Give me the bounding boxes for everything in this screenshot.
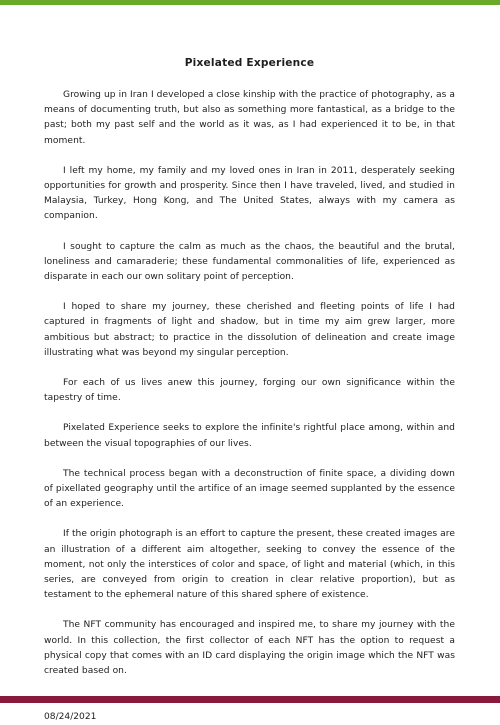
paragraph: I left my home, my family and my loved ones in Iran in 2011, desperately seeking opportunities for growth and prosperity. Since then I have traveled, lived, and studied in Malaysia, Turkey, Hong Kong, and The United States, always with my camera as companion. xyxy=(44,165,455,222)
paragraph: Pixelated Experience seeks to explore the infinite's rightful place among, within and between the visual topographies of our lives. xyxy=(44,423,455,449)
document-title: Pixelated Experience xyxy=(184,57,315,69)
paragraph: The NFT community has encouraged and inspired me, to share my journey with the world. In this collection, the first collector of each NFT has the option to request a physical copy that comes with an ID card displaying the origin image which the NFT was created based on. xyxy=(44,620,455,677)
signature-date: 08/24/2021 xyxy=(44,711,97,722)
paragraph: The technical process began with a deconstruction of finite space, a dividing down of pixellated geography until the artifice of an image seemed supplanted by the essence of an experience. xyxy=(44,468,455,510)
document-page xyxy=(44,53,455,725)
paragraph: For each of us lives anew this journey, forging our own significance within the tapestry of time. xyxy=(44,378,455,404)
paragraph: Growing up in Iran I developed a close kinship with the practice of photography, as a means of documenting truth, but also as something more fantastical, as a bridge to the past; both my past self and the world as it was, as I had experienced it to be, in that moment. xyxy=(44,90,455,146)
top-accent-bar xyxy=(0,0,500,5)
bottom-accent-bar xyxy=(0,696,500,703)
paragraph: If the origin photograph is an effort to capture the present, these created images are an illustration of a different aim altogether, seeking to convey the essence of the moment, not only the interstices of color and space, of light and material (which, in this series, are conveyed from origin to creation in clear relative proportion), but as testament to the ephemeral nature of this shared sphere of existence. xyxy=(44,529,455,601)
paragraph: I hoped to share my journey, these cherished and fleeting points of life I had captured in fragments of light and shadow, but in time my aim grew larger, more ambitious but abstract; to practice in the dissolution of delineation and create image illustrating what was beyond my singular perception. xyxy=(44,302,455,358)
paragraph: I sought to capture the calm as much as the chaos, the beautiful and the brutal, loneliness and camaraderie; these fundamental commonalities of life, experienced as disparate in each our own solitary point of perception. xyxy=(44,241,455,283)
